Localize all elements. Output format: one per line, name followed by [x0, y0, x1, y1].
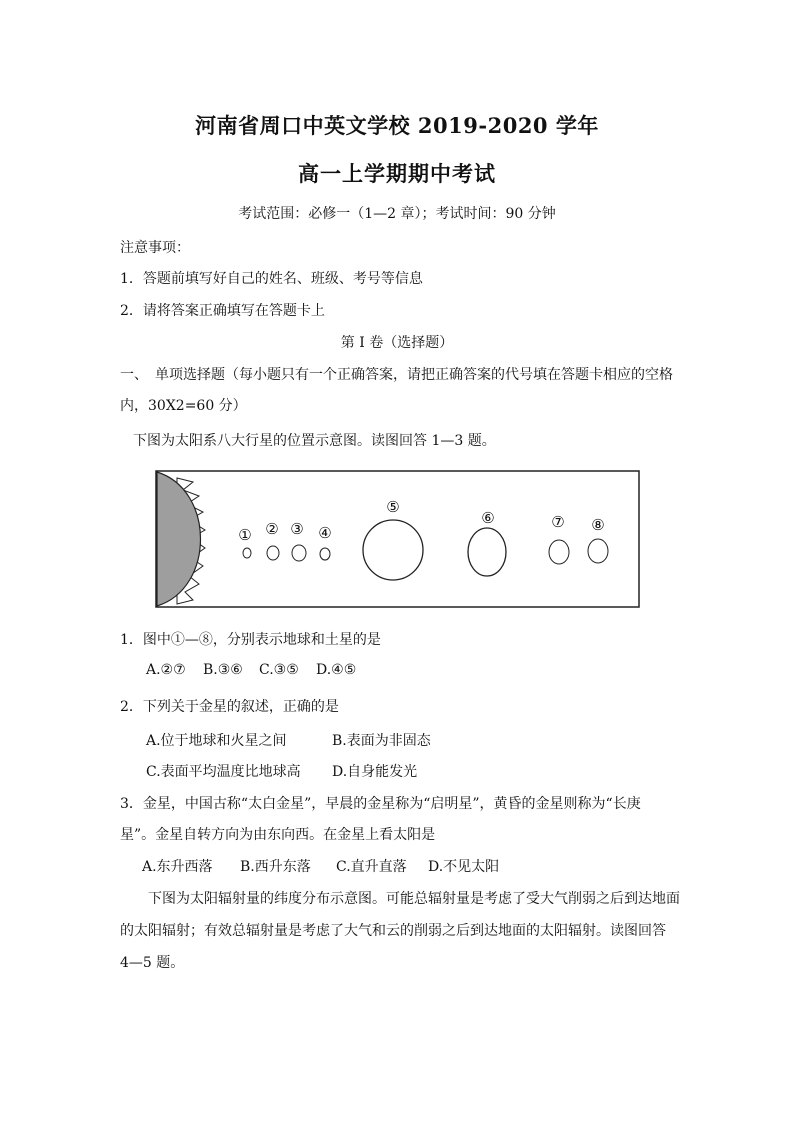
exam-info: 考试范围：必修一（1—2 章）；考试时间：90 分钟: [238, 206, 556, 222]
planet-4-mars: [320, 548, 330, 560]
question-1-stem: 1．图中①—⑧，分别表示地球和土星的是: [120, 632, 381, 648]
q2-option-a: A.位于地球和火星之间: [146, 733, 287, 749]
q2-option-b: B.表面为非固态: [332, 733, 431, 749]
q1-option-a: A.②⑦: [146, 662, 186, 678]
planet-label-1: ①: [238, 526, 252, 544]
planet-label-7: ⑦: [551, 513, 565, 531]
question-3-stem-line1: 3．金星，中国古称“太白金星”，早晨的金星称为“启明星”，黄昏的金星则称为“长庚: [120, 796, 641, 812]
notes-heading: 注意事项：: [120, 240, 190, 256]
q2-option-c: C.表面平均温度比地球高: [146, 764, 301, 780]
planet-3-earth: [292, 545, 306, 561]
question-3-stem-line2: 星”。金星自转方向为由东向西。在金星上看太阳是: [120, 827, 436, 843]
planet-2-venus: [267, 546, 279, 560]
intro-solar-system: 下图为太阳系八大行星的位置示意图。读图回答 1—3 题。: [133, 433, 496, 449]
q1-option-b: B.③⑥: [203, 662, 243, 678]
planet-label-3: ③: [290, 520, 304, 538]
part1-heading-line1: 一、 单项选择题（每小题只有一个正确答案，请把正确答案的代号填在答题卡相应的空格: [120, 367, 673, 383]
question-2-stem: 2．下列关于金星的叙述，正确的是: [120, 699, 339, 715]
q3-option-a: A.东升西落: [142, 859, 213, 875]
intro-radiation-line1: 下图为太阳辐射量的纬度分布示意图。可能总辐射量是考虑了受大气削弱之后到达地面: [148, 891, 680, 907]
planet-label-6: ⑥: [481, 509, 495, 527]
exam-title-line2: 高一上学期期中考试: [298, 161, 496, 186]
exam-title-line1: 河南省周口中英文学校 2019-2020 学年: [195, 113, 599, 138]
planet-7-uranus: [549, 540, 569, 564]
note-item-1: 1．答题前填写好自己的姓名、班级、考号等信息: [120, 271, 423, 287]
q3-option-c: C.直升直落: [336, 859, 407, 875]
q2-option-d: D.自身能发光: [332, 764, 418, 780]
planet-label-8: ⑧: [591, 516, 605, 534]
intro-radiation-line3: 4—5 题。: [120, 955, 185, 971]
note-item-2: 2．请将答案正确填写在答题卡上: [120, 303, 325, 319]
q1-option-d: D.④⑤: [316, 662, 357, 678]
planet-5-jupiter: [363, 520, 423, 580]
planet-6-saturn: [468, 528, 506, 576]
planet-label-2: ②: [265, 520, 279, 538]
planet-8-neptune: [588, 539, 608, 563]
section-title: 第 I 卷（选择题）: [340, 335, 454, 351]
solar-system-diagram: [155, 470, 641, 610]
q1-option-c: C.③⑤: [259, 662, 299, 678]
intro-radiation-line2: 的太阳辐射；有效总辐射量是考虑了大气和云的削弱之后到达地面的太阳辐射。读图回答: [120, 923, 666, 939]
q3-option-b: B.西升东落: [240, 859, 311, 875]
q3-option-d: D.不见太阳: [428, 859, 500, 875]
planet-label-4: ④: [318, 524, 332, 542]
part1-heading-line2: 内，30X2=60 分）: [120, 398, 247, 414]
planet-label-5: ⑤: [386, 498, 400, 516]
planet-1-mercury: [243, 548, 251, 558]
